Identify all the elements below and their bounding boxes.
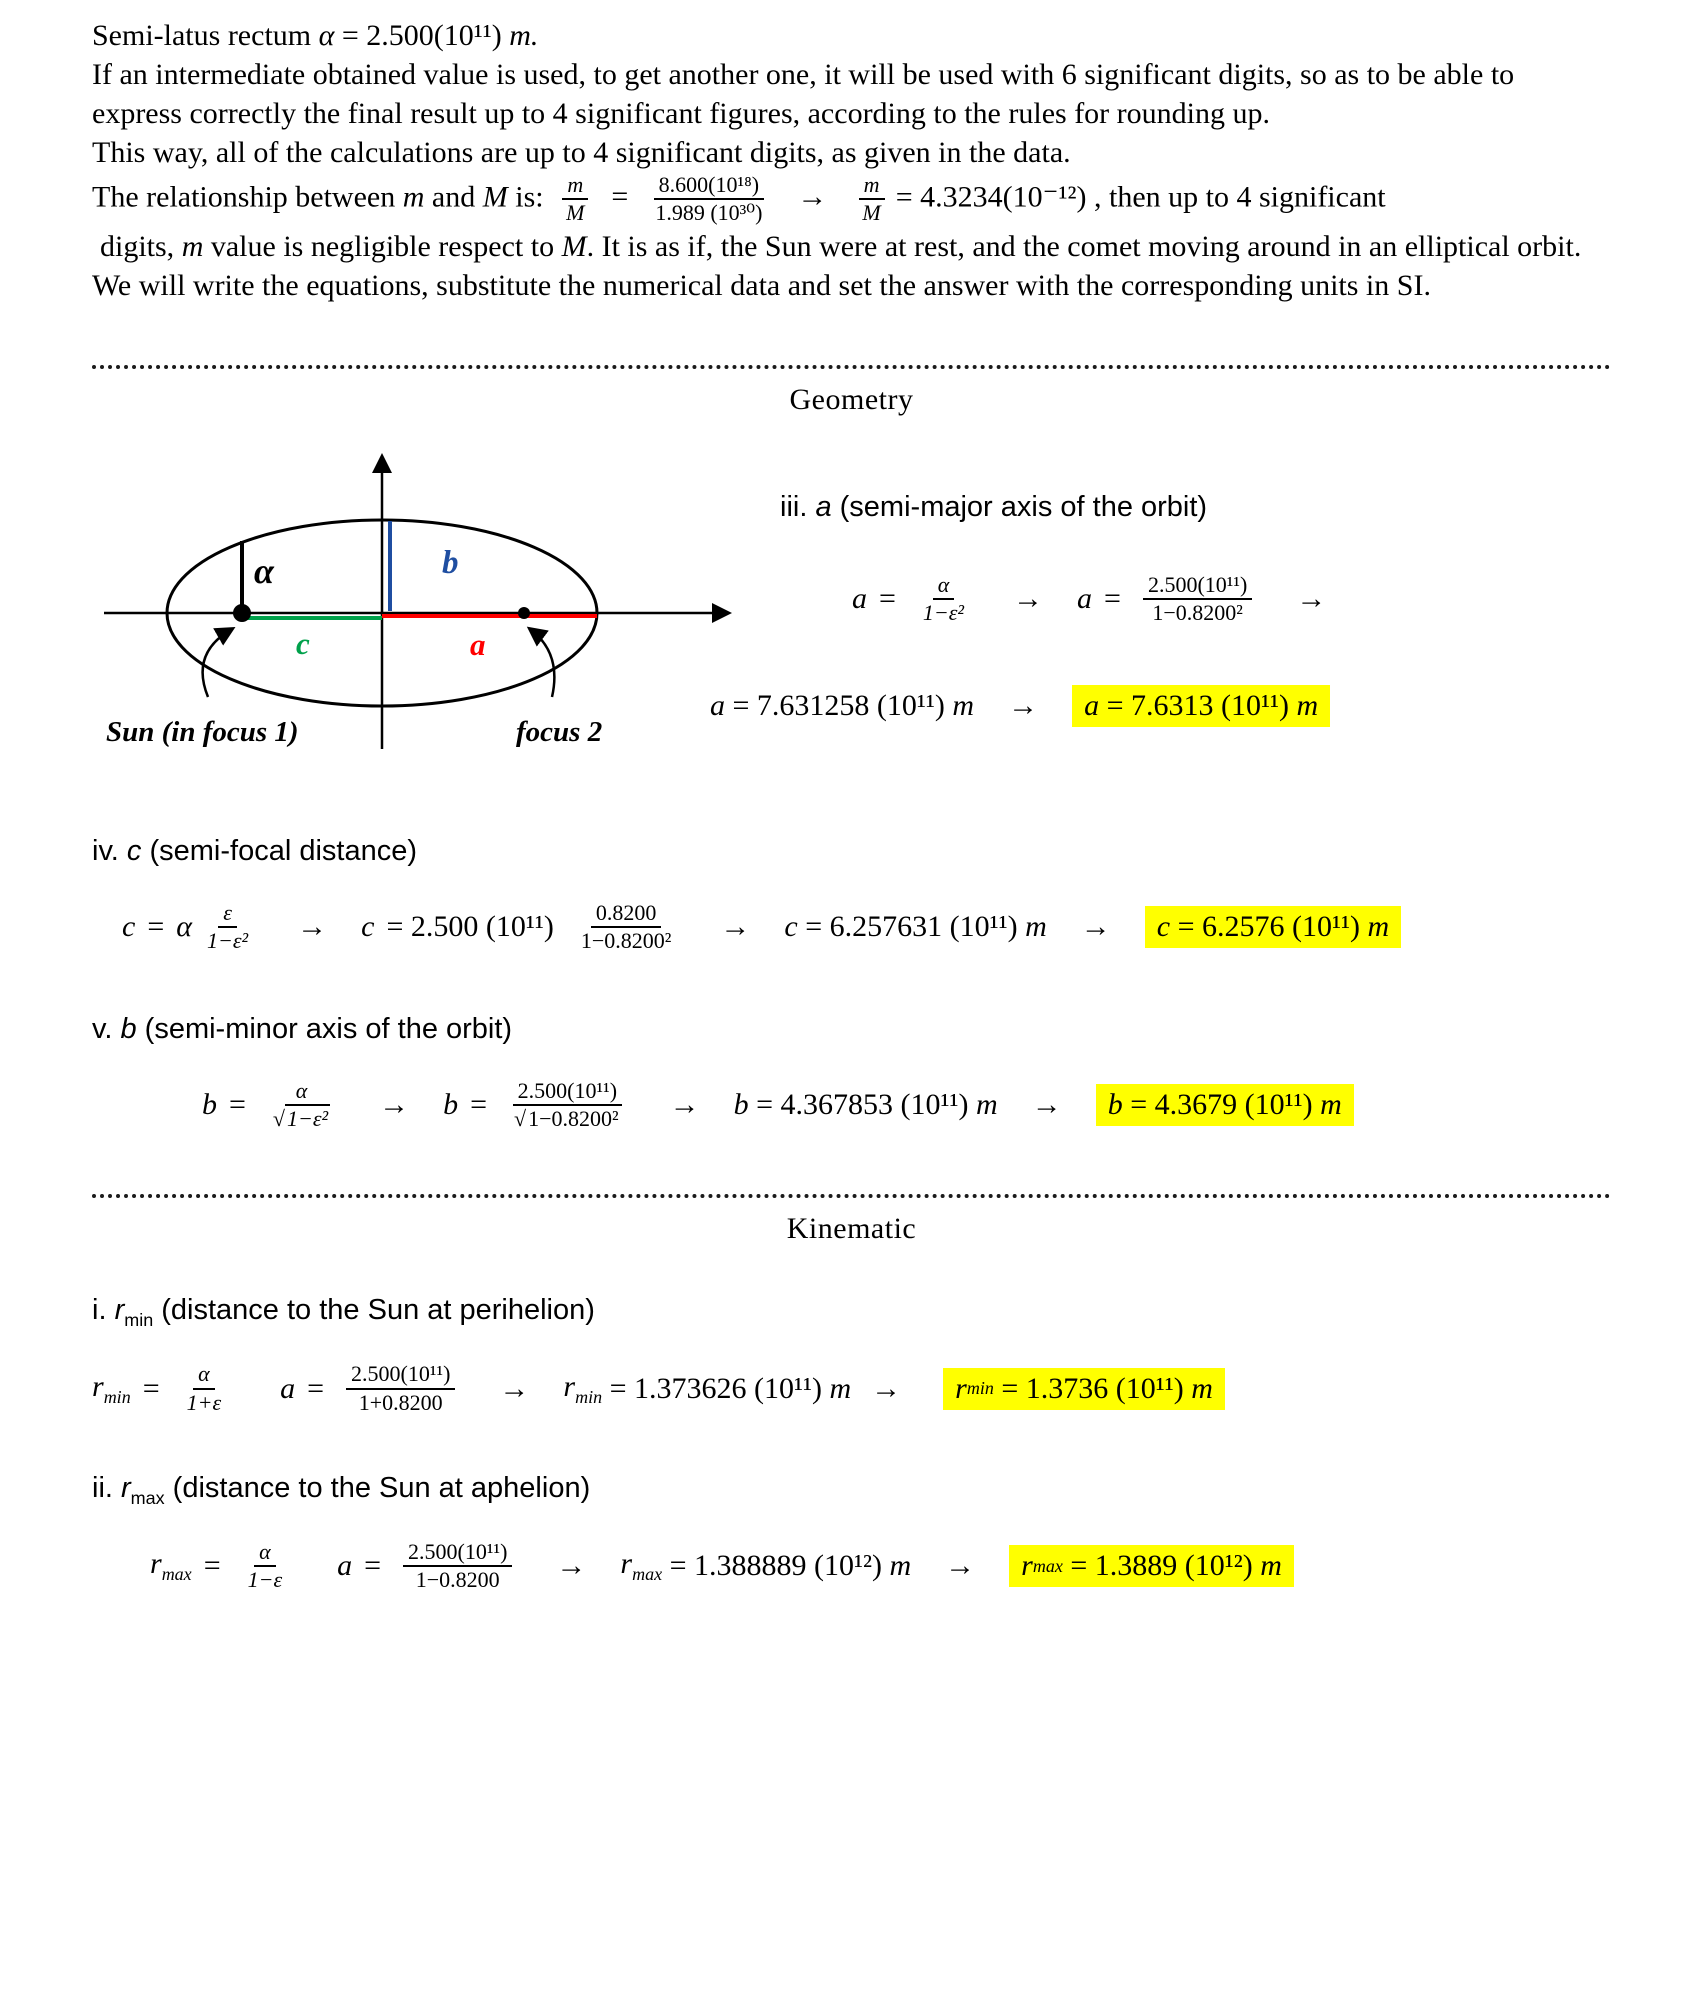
- math-expression: = 1.3736 (10¹¹): [993, 1371, 1192, 1405]
- subscript-min: min: [575, 1386, 603, 1407]
- equals-sign: =: [147, 910, 165, 944]
- fraction-numeric-sqrt: [509, 1078, 626, 1133]
- dotted-separator: [92, 365, 1611, 369]
- fraction-denominator: [509, 1106, 626, 1132]
- text-run: , then up to 4 significant: [1086, 180, 1386, 214]
- math-expression: = 1.373626 (10¹¹): [602, 1371, 830, 1405]
- subscript-max: max: [161, 1564, 192, 1585]
- text-run: value is negligible respect to: [203, 229, 562, 263]
- fraction-alpha-over-sqrt: [268, 1078, 335, 1133]
- fraction-numerator: α: [291, 1078, 313, 1106]
- math-var-b: b: [202, 1087, 217, 1121]
- text-run: (semi-minor axis of the orbit): [136, 1012, 513, 1045]
- fraction-numerator: 2.500(10¹¹): [513, 1078, 622, 1106]
- math-var-r: r: [563, 1369, 576, 1403]
- math-expression: = 1.388889 (10¹²): [662, 1549, 890, 1583]
- geometry-section: [92, 441, 1611, 771]
- formula-c: [92, 900, 1611, 955]
- focus2-dot: [518, 607, 530, 619]
- paragraph-si-units: We will write the equations, substitute the numerical data and set the answer with the corresponding units in SI.: [92, 268, 1431, 302]
- fraction-numerator: m: [859, 172, 885, 200]
- label-sun-focus1: Sun (in focus 1): [106, 715, 299, 748]
- unit-m: m: [1025, 910, 1047, 944]
- math-var-a: a: [852, 582, 867, 616]
- fraction-numeric: [346, 1361, 455, 1416]
- unit-m: m: [1191, 1371, 1213, 1405]
- fraction-alpha-over-1-minus-eps: [243, 1539, 288, 1594]
- fraction-numerator: m: [562, 172, 588, 200]
- formula-b: [92, 1078, 1611, 1133]
- equals-sign: =: [203, 1549, 221, 1583]
- math-var-a: a: [815, 490, 832, 523]
- math-var-rmax: [620, 1547, 662, 1585]
- text-run: v.: [92, 1012, 121, 1045]
- math-var-r: r: [1021, 1549, 1033, 1583]
- math-var-r: r: [121, 1471, 131, 1504]
- math-var-b: b: [1107, 1087, 1123, 1121]
- formula-rmin: [92, 1361, 1611, 1416]
- paragraph-significant-digits: If an intermediate obtained value is used, to get another one, it will be used with 6 significant digits, so as to be able to express correctly the final result up to 4 significant figures, according to the rules for rounding up.: [92, 58, 1515, 130]
- text-run: (distance to the Sun at perihelion): [153, 1294, 595, 1327]
- formula-a-definition: [780, 572, 1611, 627]
- math-expression: = 6.257631 (10¹¹): [797, 910, 1026, 944]
- unit-m: m: [1260, 1549, 1282, 1583]
- section-heading-rmax: [92, 1472, 1611, 1509]
- ellipse-orbit-diagram: [92, 441, 752, 771]
- math-var-a: a: [1084, 688, 1100, 722]
- paragraph-calculations: This way, all of the calculations are up to 4 significant digits, as given in the data.: [92, 136, 1071, 169]
- fraction-denominator: 1−ε²: [207, 928, 249, 954]
- math-var-b: b: [443, 1087, 459, 1121]
- text-run: is:: [507, 180, 552, 214]
- math-var-c: c: [122, 910, 136, 944]
- fraction-numerator: α: [933, 572, 955, 600]
- paragraph-negligible-mass: [92, 227, 1611, 266]
- math-var-b: b: [733, 1087, 749, 1121]
- math-expression: = 4.367853 (10¹¹): [748, 1087, 977, 1121]
- equals-sign: =: [1104, 582, 1121, 616]
- text-run: iii.: [780, 490, 816, 523]
- sun-pointer-arrow: [203, 629, 232, 697]
- math-var-alpha: α: [318, 19, 335, 52]
- highlighted-result-rmax: [1009, 1545, 1294, 1587]
- fraction-numerator: 2.500(10¹¹): [346, 1361, 455, 1389]
- math-expression: = 1.3889 (10¹²): [1062, 1549, 1261, 1583]
- fraction-denominator: 1−ε²: [922, 600, 965, 626]
- fraction-numerator: ε: [218, 900, 237, 928]
- arrow-symbol: →: [1296, 582, 1327, 616]
- math-var-r: r: [620, 1547, 633, 1581]
- math-var-a: a: [710, 688, 725, 722]
- equals-sign: =: [879, 582, 896, 616]
- text-run: . It is as if, the Sun were at rest, and the comet moving around in an elliptical orbit.: [586, 229, 1582, 263]
- text-run: Semi-latus rectum: [92, 19, 319, 52]
- unit-m: m: [1320, 1087, 1342, 1121]
- arrow-symbol: →: [945, 1549, 976, 1583]
- math-expression: = 6.2576 (10¹¹): [1170, 910, 1368, 944]
- fraction-denominator: [268, 1106, 335, 1132]
- subscript-min: min: [124, 1310, 154, 1331]
- highlighted-result-rmin: [943, 1368, 1225, 1410]
- text-run: i.: [92, 1294, 115, 1327]
- arrow-symbol: →: [871, 1371, 902, 1405]
- math-var-c: c: [126, 834, 142, 867]
- subscript-min: min: [966, 1378, 994, 1399]
- arrow-symbol: →: [499, 1371, 530, 1405]
- fraction-denominator: 1−0.8200²: [580, 928, 672, 954]
- formula-a-result: [710, 685, 1541, 727]
- text-run: digits,: [100, 229, 182, 263]
- sqrt-symbol: √: [272, 1105, 285, 1131]
- fraction-numerator: 8.600(10¹⁸): [654, 172, 764, 200]
- unit-m: m: [889, 1549, 912, 1583]
- fraction-denominator: 1.989 (10³⁰): [655, 200, 763, 226]
- sqrt-symbol: √: [514, 1105, 527, 1131]
- fraction-denominator: M: [566, 200, 585, 226]
- text-run: (semi-focal distance): [141, 834, 417, 867]
- arrow-symbol: →: [1080, 910, 1111, 944]
- math-var-M: M: [561, 229, 587, 263]
- label-focus2: focus 2: [516, 715, 603, 748]
- arrow-symbol: →: [720, 910, 751, 944]
- fraction-numeric: [576, 900, 677, 955]
- math-expression: = 2.500 (10¹¹): [386, 910, 554, 944]
- fraction-numerator: 0.8200: [591, 900, 662, 928]
- fraction-denominator: 1−0.8200²: [1152, 600, 1243, 626]
- fraction-numeric: [403, 1539, 512, 1594]
- arrow-symbol: →: [669, 1087, 700, 1121]
- math-var-a: a: [280, 1371, 296, 1405]
- math-var-r: r: [955, 1371, 967, 1405]
- math-var-m: m: [181, 229, 204, 263]
- highlighted-result-b: [1096, 1084, 1354, 1126]
- focus2-pointer-arrow: [530, 629, 554, 697]
- unit-m: m: [952, 688, 975, 722]
- section-heading-rmin: [92, 1294, 1611, 1331]
- focus1-sun-dot: [233, 604, 251, 622]
- math-var-c: c: [784, 910, 798, 944]
- text-run: iv.: [92, 834, 127, 867]
- fraction-m-over-M: [561, 172, 589, 227]
- fraction-denominator: 1−ε: [247, 1567, 283, 1593]
- text-run: and: [424, 180, 483, 214]
- fraction-numerator: α: [254, 1539, 276, 1567]
- math-var-r: r: [114, 1294, 125, 1327]
- math-expression: = 7.631258 (10¹¹): [725, 688, 953, 722]
- arrow-symbol: →: [1008, 688, 1039, 722]
- arrow-symbol: →: [797, 180, 828, 214]
- equals-sign: =: [364, 1549, 382, 1583]
- math-expression: = 7.6313 (10¹¹): [1099, 688, 1297, 722]
- fraction-m-over-M: [857, 172, 885, 227]
- math-var-c: c: [361, 910, 375, 944]
- equals-sign: =: [611, 180, 629, 214]
- text-run: (semi-major axis of the orbit): [831, 490, 1208, 523]
- fraction-numerator: α: [193, 1361, 215, 1389]
- math-var-c: c: [1156, 910, 1171, 944]
- math-var-r: r: [150, 1547, 162, 1581]
- paragraph-semilatus: [92, 16, 1611, 55]
- math-var-rmin: [563, 1370, 602, 1408]
- fraction-numerator: 2.500(10¹¹): [403, 1539, 512, 1567]
- label-alpha: α: [254, 550, 274, 591]
- unit-m: m: [1296, 688, 1319, 722]
- section-heading-semi-minor: [92, 1013, 1611, 1046]
- unit-m: m.: [509, 19, 539, 52]
- math-var-b: b: [120, 1012, 137, 1045]
- text-run: ii.: [92, 1471, 121, 1504]
- text-run: The relationship between: [92, 180, 403, 214]
- unit-m: m: [976, 1087, 998, 1121]
- section-heading-semi-major: [780, 491, 1611, 524]
- section-title-kinematic: Kinematic: [786, 1212, 917, 1246]
- arrow-symbol: →: [1031, 1087, 1062, 1121]
- text-run: = 2.500(10¹¹): [334, 19, 510, 52]
- equals-sign: =: [142, 1371, 160, 1405]
- subscript-max: max: [1032, 1555, 1063, 1576]
- math-var-M: M: [482, 180, 508, 214]
- subscript-max: max: [632, 1564, 663, 1585]
- text-run: (distance to the Sun at aphelion): [164, 1471, 591, 1504]
- equals-sign: =: [229, 1087, 246, 1121]
- equals-sign: =: [307, 1371, 325, 1405]
- unit-m: m: [829, 1371, 852, 1405]
- math-expression: = 4.3234(10⁻¹²): [895, 180, 1087, 214]
- math-var-a: a: [1077, 582, 1093, 616]
- fraction-eps-over-1-eps2: [202, 900, 253, 955]
- math-var-m: m: [402, 180, 425, 214]
- fraction-denominator: 1+0.8200: [358, 1389, 443, 1415]
- subscript-min: min: [103, 1386, 131, 1407]
- paragraph-mass-ratio: [92, 172, 1611, 227]
- label-semi-major-a: a: [470, 626, 486, 662]
- label-semi-minor-b: b: [442, 544, 459, 581]
- section-title-geometry: Geometry: [789, 382, 914, 416]
- label-semi-focal-c: c: [296, 625, 310, 661]
- fraction-alpha-over-1-eps2: [918, 572, 969, 627]
- math-var-rmax: [150, 1547, 192, 1585]
- formula-rmax: [92, 1539, 1611, 1594]
- fraction-numeric: [1143, 572, 1252, 627]
- math-var-alpha: α: [176, 910, 192, 944]
- fraction-mass-values: [650, 172, 767, 227]
- unit-m: m: [1367, 910, 1390, 944]
- equals-sign: =: [470, 1087, 488, 1121]
- arrow-symbol: →: [297, 910, 328, 944]
- fraction-denominator: M: [862, 200, 881, 226]
- math-var-rmin: [92, 1370, 131, 1408]
- arrow-symbol: →: [1013, 582, 1044, 616]
- subscript-max: max: [130, 1487, 165, 1508]
- arrow-symbol: →: [556, 1549, 587, 1583]
- math-var-r: r: [92, 1369, 104, 1403]
- semi-major-axis-block: [710, 441, 1611, 771]
- highlighted-result-c: [1145, 906, 1401, 948]
- math-var-a: a: [337, 1549, 353, 1583]
- fraction-denominator: 1−0.8200: [415, 1567, 500, 1593]
- sqrt-radicand: 1−0.8200²: [528, 1105, 619, 1131]
- section-heading-semi-focal: [92, 835, 1611, 868]
- math-expression: = 4.3679 (10¹¹): [1122, 1087, 1321, 1121]
- fraction-numerator: 2.500(10¹¹): [1143, 572, 1252, 600]
- fraction-denominator: 1+ε: [186, 1389, 222, 1415]
- highlighted-result-a: [1072, 685, 1330, 727]
- sqrt-radicand: 1−ε²: [287, 1105, 329, 1131]
- arrow-symbol: →: [379, 1087, 410, 1121]
- fraction-alpha-over-1-plus-eps: [182, 1361, 227, 1416]
- dotted-separator: [92, 1194, 1611, 1198]
